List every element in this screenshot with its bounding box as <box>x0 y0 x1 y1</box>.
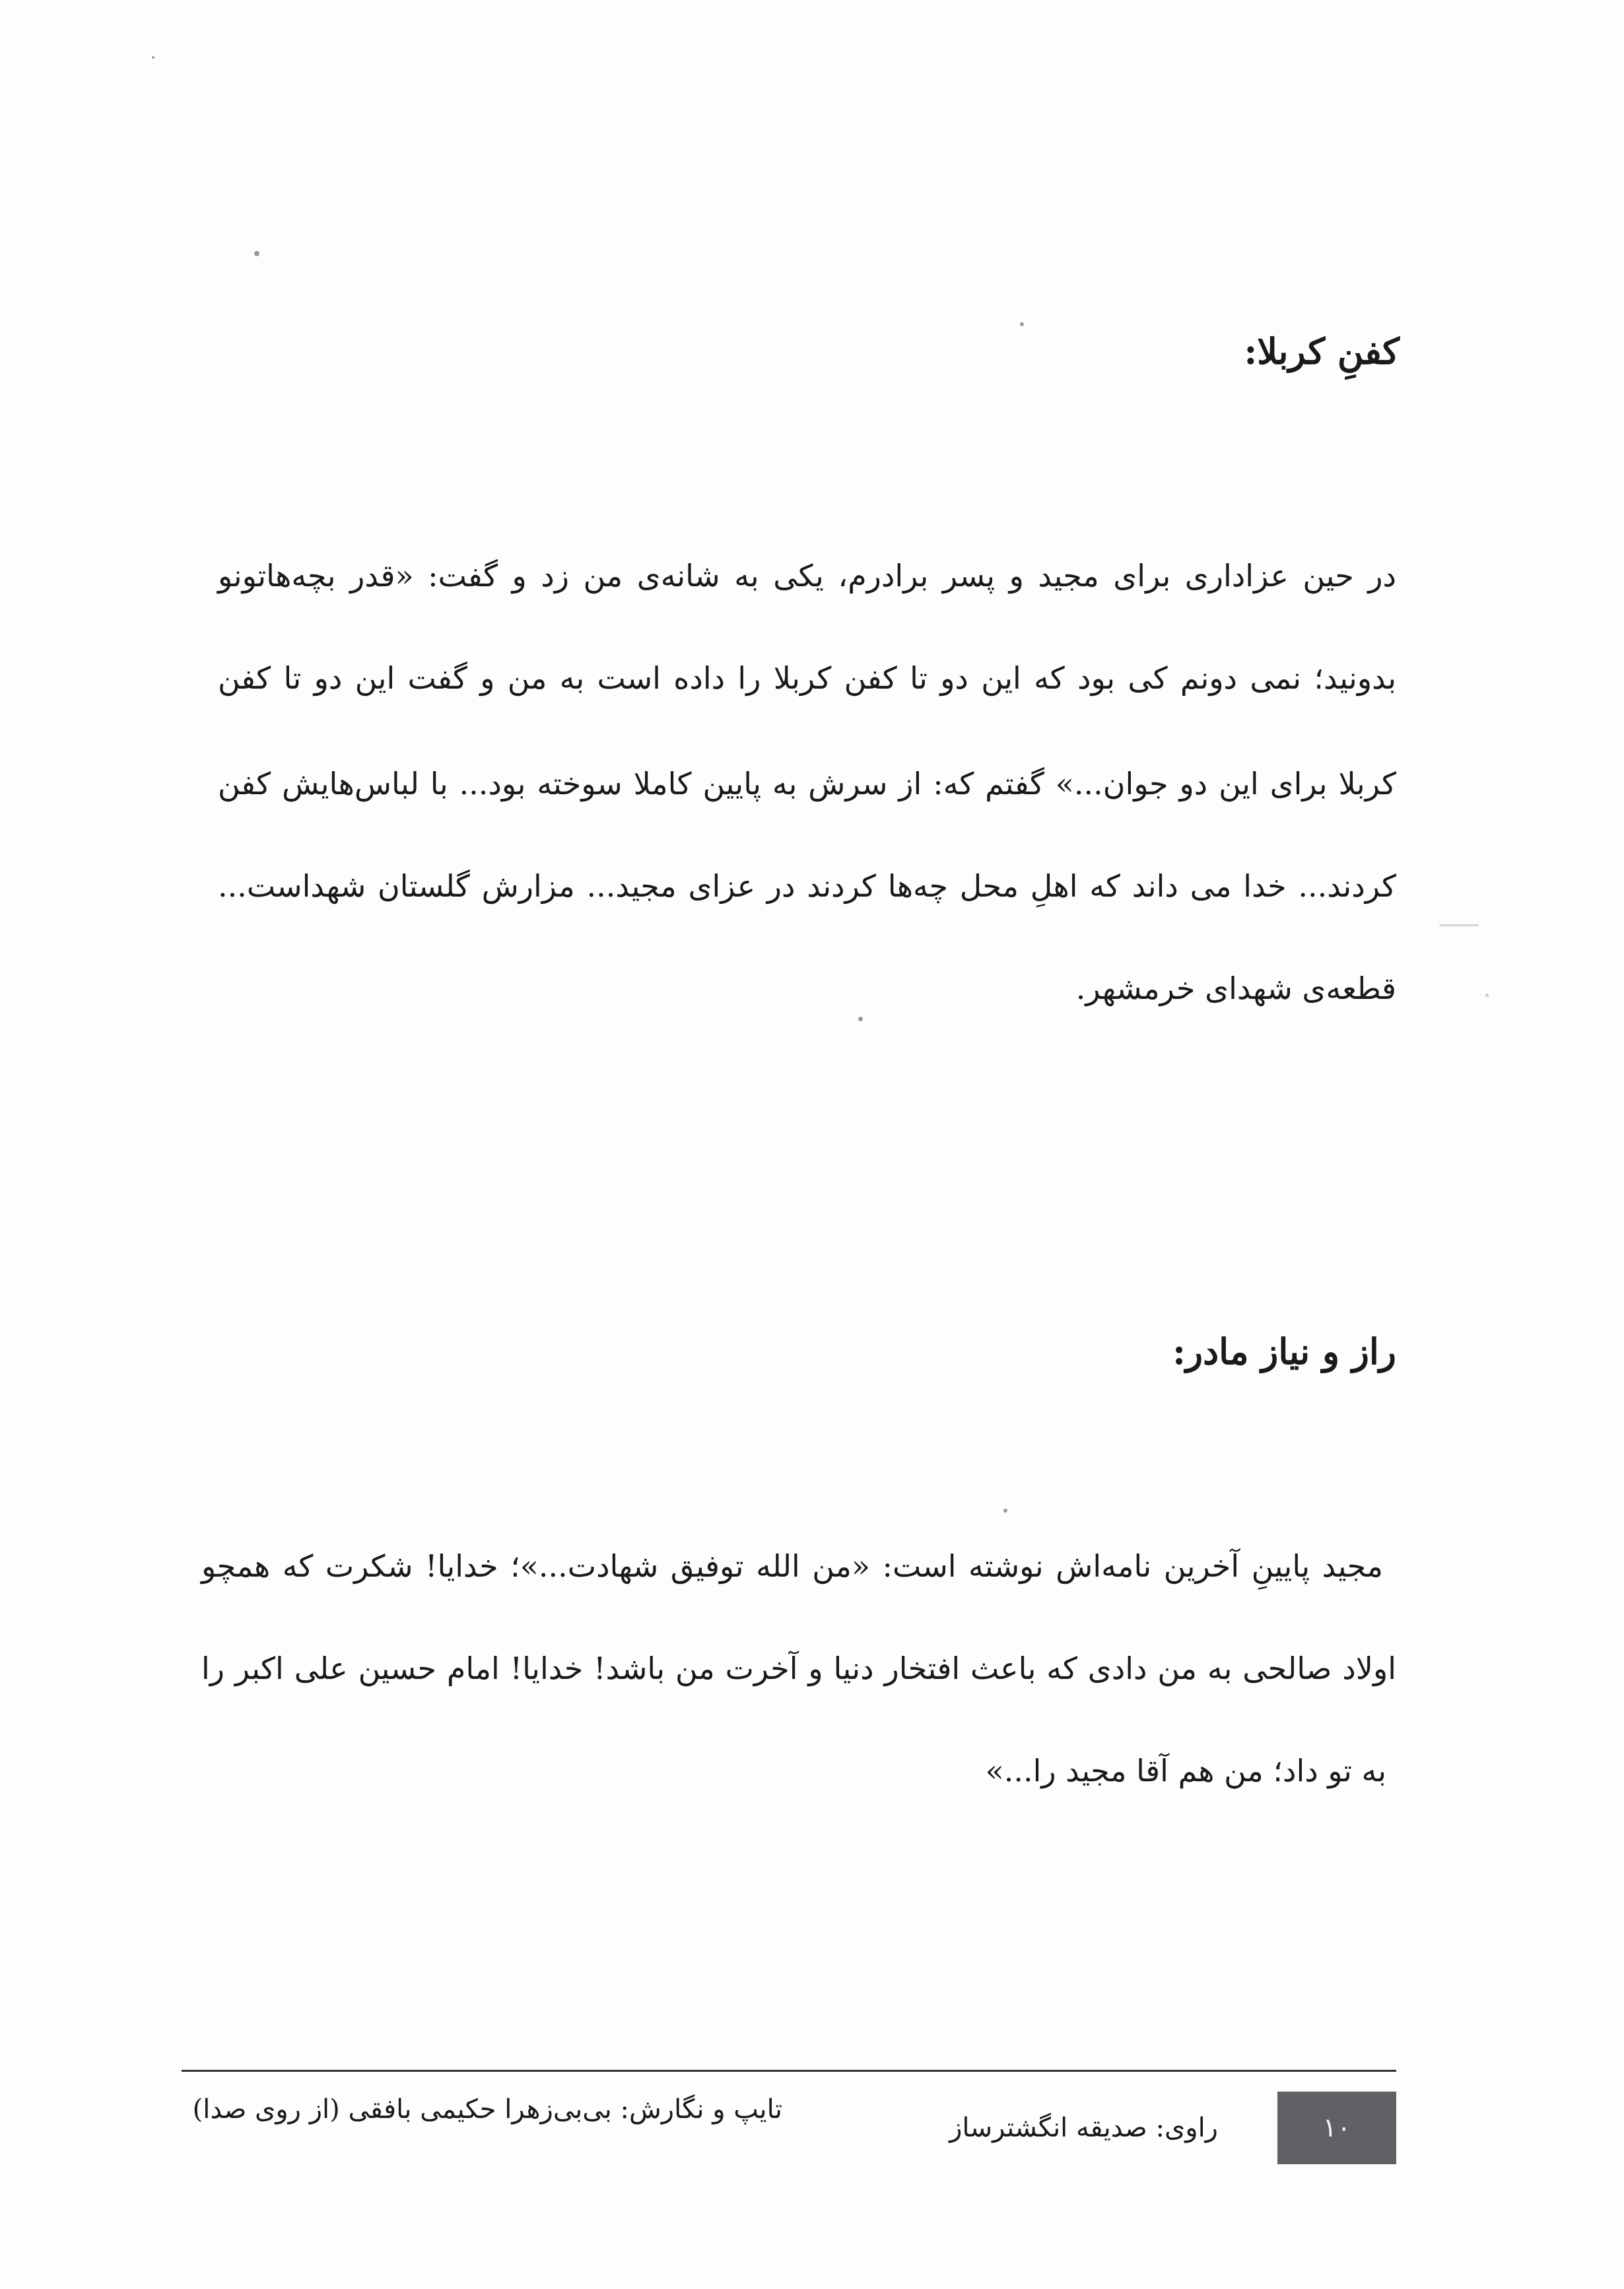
scan-speck <box>1439 924 1479 926</box>
paragraph-line: قطعه‌ی شهدای خرمشهر. <box>1075 971 1396 1006</box>
section-heading-raz-va-niaz: راز و نیاز مادر: <box>1172 1330 1396 1373</box>
page-number-badge <box>1277 2092 1396 2164</box>
scan-speck <box>858 1017 863 1021</box>
paragraph-line: کربلا برای این دو جوان...» گفتم که: از سرش به پایین کاملا سوخته بود... با لباس‌هایش کفن <box>218 766 1396 802</box>
paragraph-line: مجید پایینِ آخرین نامه‌اش نوشته است: «من الله توفیق شهادت...»؛ خدایا! شکرت که همچو <box>201 1548 1383 1584</box>
paragraph-line: در حین عزاداری برای مجید و پسر برادرم، یکی به شانه‌ی من زد و گفت: «قدر بچه‌هاتونو <box>218 558 1396 594</box>
footer-narrator: راوی: صدیقه انگشترساز <box>949 2113 1218 2143</box>
footer-divider <box>182 2070 1396 2072</box>
paragraph-line: کردند... خدا می داند که اهلِ محل چه‌ها کردند در عزای مجید... مزارش گلستان شهداست... <box>218 868 1396 904</box>
paragraph-line: بدونید؛ نمی دونم کی بود که این دو تا کفن کربلا را داده است به من و گفت این دو تا کفن <box>218 660 1396 696</box>
footer-typist: تایپ و نگارش: بی‌بی‌زهرا حکیمی بافقی (از روی صدا) <box>192 2094 782 2125</box>
section-heading-kafan-karbala: کفنِ کربلا: <box>1244 330 1400 372</box>
paragraph-line: اولاد صالحی به من دادی که باعث افتخار دنیا و آخرت من باشد! خدایا! امام حسین علی اکبر را <box>201 1651 1396 1686</box>
scan-speck <box>1020 322 1024 326</box>
scan-speck <box>1003 1509 1007 1513</box>
scan-speck <box>152 56 154 59</box>
scan-speck <box>1485 994 1489 997</box>
paragraph-line: به تو داد؛ من هم آقا مجید را...» <box>985 1753 1386 1789</box>
scan-speck <box>254 251 259 256</box>
page-number: ۱۰ <box>1322 2113 1351 2143</box>
